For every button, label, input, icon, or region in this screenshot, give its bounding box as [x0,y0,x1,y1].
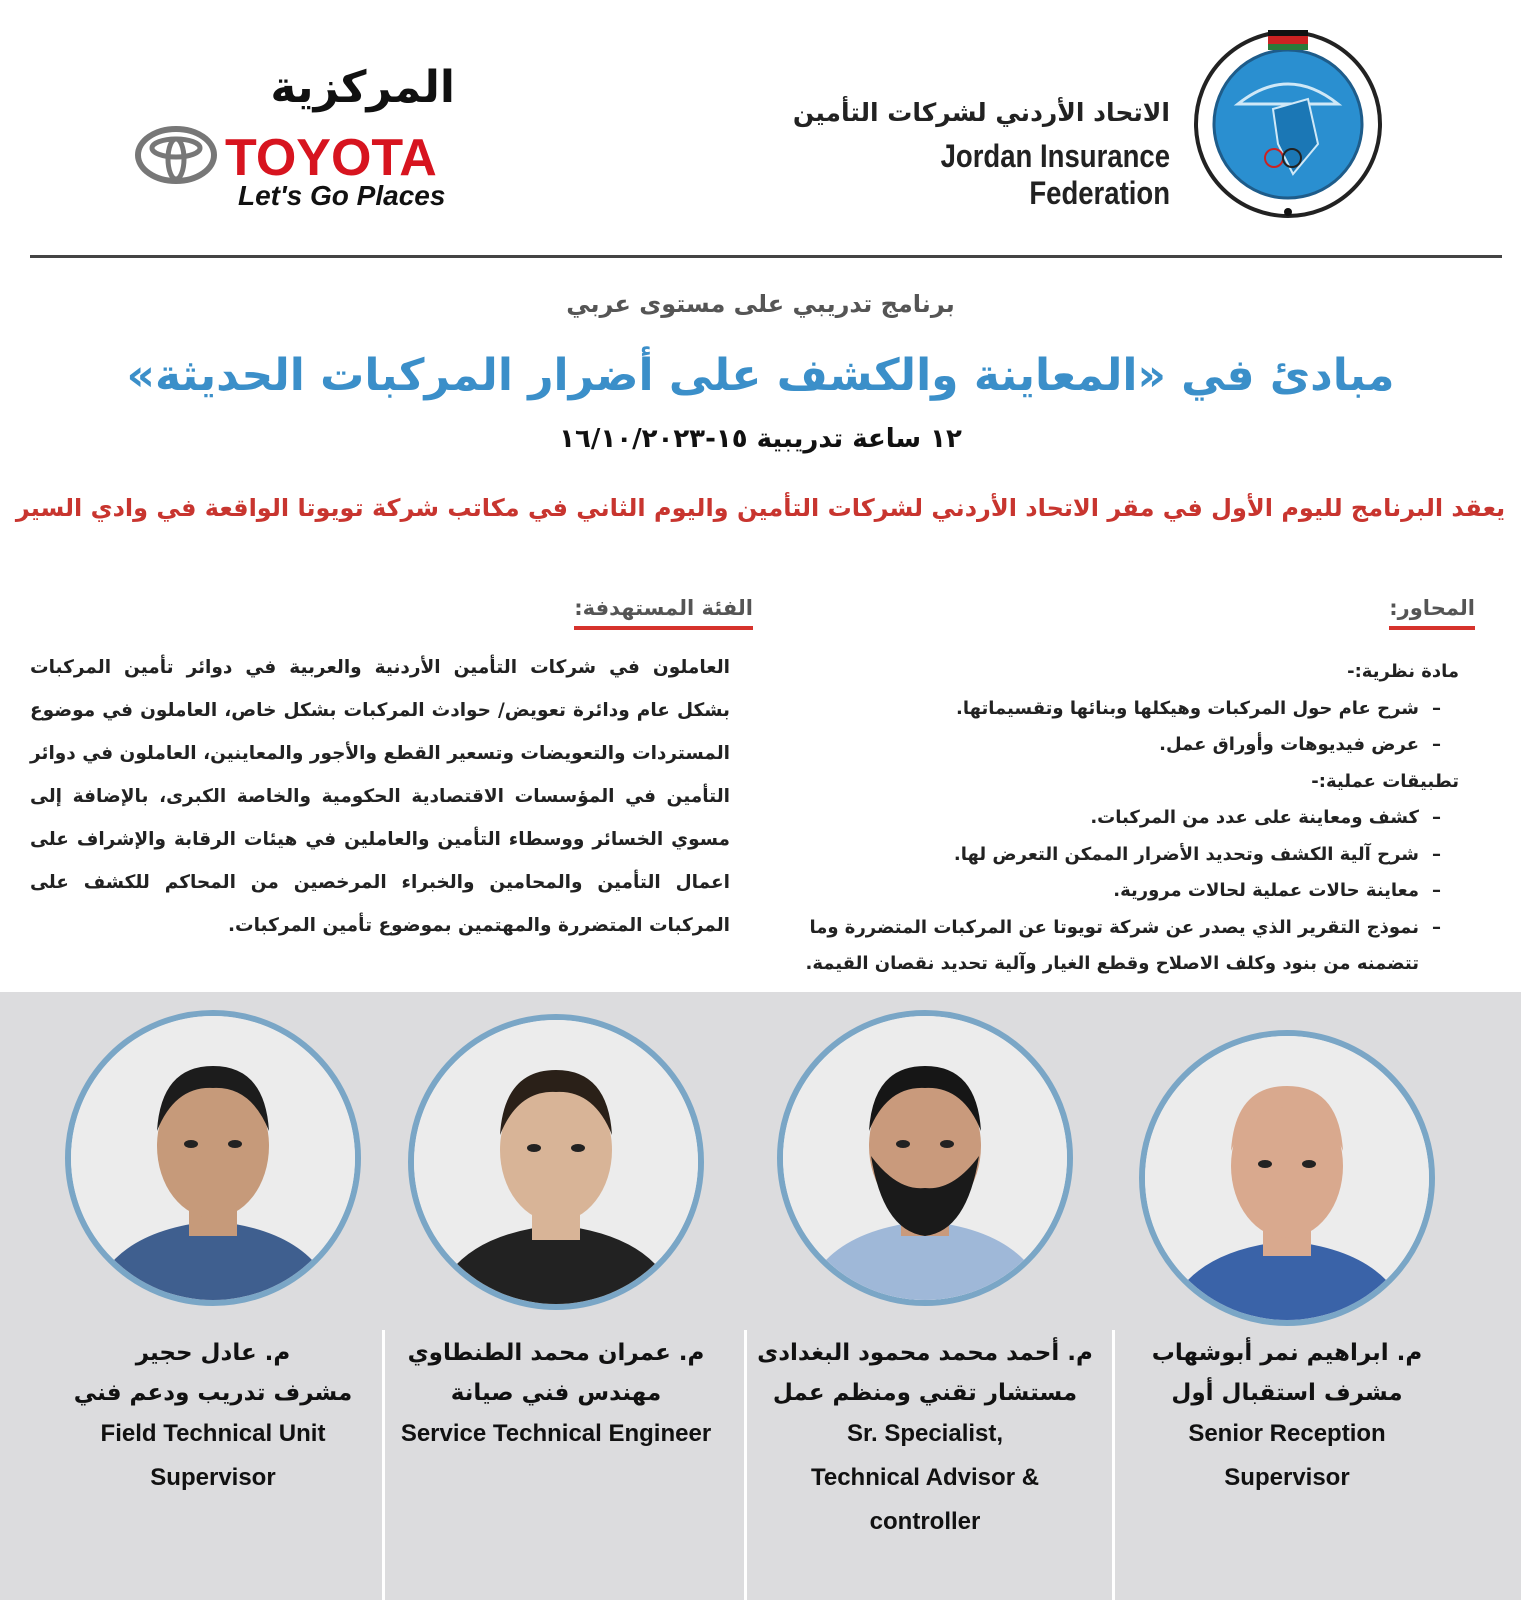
speaker-name: م. ابراهيم نمر أبوشهاب [1151,1340,1423,1366]
speaker-role-en-line: Service Technical Engineer [400,1420,712,1447]
federation-logo-icon [1188,24,1388,224]
program-date: ١٢ ساعة تدريبية ١٥-١٦/١٠/٢٠٢٣ [559,424,962,454]
list-item: – معاينة حالات عملية لحالات مرورية. [759,873,1459,910]
axes-heading: المحاور: [1389,596,1475,630]
speaker-photo [777,1010,1073,1306]
speaker-role-en-line: Supervisor [1224,1464,1350,1491]
program-subtitle: برنامج تدريبي على مستوى عربي [566,290,955,318]
speaker-name: م. عادل حجير [135,1340,291,1366]
speaker-photo [408,1014,704,1310]
speaker-role-en-line: Field Technical Unit [100,1420,326,1447]
speaker-role-en-line: controller [869,1508,981,1535]
federation-name-en: Jordan Insurance Federation [940,138,1170,211]
speaker-name: م. عمران محمد الطنطاوي [407,1340,705,1366]
list-item: – عرض فيديوهات وأوراق عمل. [759,727,1459,764]
list-item: – كشف ومعاينة على عدد من المركبات. [759,800,1459,837]
toyota-dealer-name: المركزية [270,62,455,113]
list-item: – نموذج التقرير الذي يصدر عن شركة تويوتا عن المركبات المتضررة وما تتضمنه من بنود وكلف الاصلاح وقطع الغيار وآلية تحديد نقصان القيمة. [759,910,1459,983]
speaker-card [33,1340,393,1500]
speaker-role-en-line: Technical Advisor & [810,1464,1040,1491]
list-item: – شرح عام حول المركبات وهيكلها وبنائها وتقسيماتها. [759,691,1459,728]
toyota-emblem-icon [135,126,217,184]
axes-list [759,654,1459,983]
speaker-role-en [1107,1412,1467,1500]
toyota-brand: TOYOTA [225,129,437,187]
list-item: – شرح آلية الكشف وتحديد الأضرار الممكن التعرض لها. [759,837,1459,874]
program-title: مبادئ في «المعاينة والكشف على أضرار المركبات الحديثة» [126,350,1395,401]
speaker-role-en-line: Supervisor [150,1464,276,1491]
speaker-card [1107,1340,1467,1500]
speaker-role-en [376,1412,736,1456]
speaker-card [376,1340,736,1456]
speaker-role-en [33,1412,393,1500]
speaker-card [745,1340,1105,1544]
target-text: العاملون في شركات التأمين الأردنية والعربية في دوائر تأمين المركبات بشكل عام ودائرة تعويض/ حوادث المركبات بشكل خاص، العاملون في موضوع المستردات والتعويضات وتسعير القطع والأجور والمعاينين، العاملون في دوائر التأمين في المؤسسات الاقتصادية الحكومية والخاصة الكبرى، بالإضافة إلى مسوي الخسائر ووسطاء التأمين والعاملين في هيئات الرقابة والإشراف على اعمال التأمين والمحامين والخبراء المرخصين من المحاكم للكشف على المركبات المتضررة والمهتمين بموضوع تأمين المركبات. [30,657,730,936]
speaker-role-ar: مهندس فني صيانة [450,1380,662,1406]
speaker-role-ar: مشرف تدريب ودعم فني [73,1380,353,1406]
speaker-role-en-line: Sr. Specialist, [846,1420,1004,1447]
speaker-photo [1139,1030,1435,1326]
speaker-role-ar: مشرف استقبال أول [1171,1380,1403,1406]
target-heading: الفئة المستهدفة: [574,596,753,630]
toyota-tagline: Let's Go Places [238,180,446,211]
speaker-role-en [745,1412,1105,1544]
program-venue: يعقد البرنامج لليوم الأول في مقر الاتحاد الأردني لشركات التأمين واليوم الثاني في مكاتب شركة تويوتا الواقعة في وادي السير [15,494,1506,522]
speaker-photo [65,1010,361,1306]
speaker-role-ar: مستشار تقني ومنظم عمل [772,1380,1078,1406]
speaker-name: م. أحمد محمد محمود البغدادى [757,1340,1093,1366]
speaker-role-en-line: Senior Reception [1188,1420,1386,1447]
theory-heading: مادة نظرية:- [1347,661,1459,682]
practical-heading: تطبيقات عملية:- [1311,770,1459,792]
header-divider [30,255,1502,258]
federation-name-ar: الاتحاد الأردني لشركات التأمين [792,98,1170,127]
